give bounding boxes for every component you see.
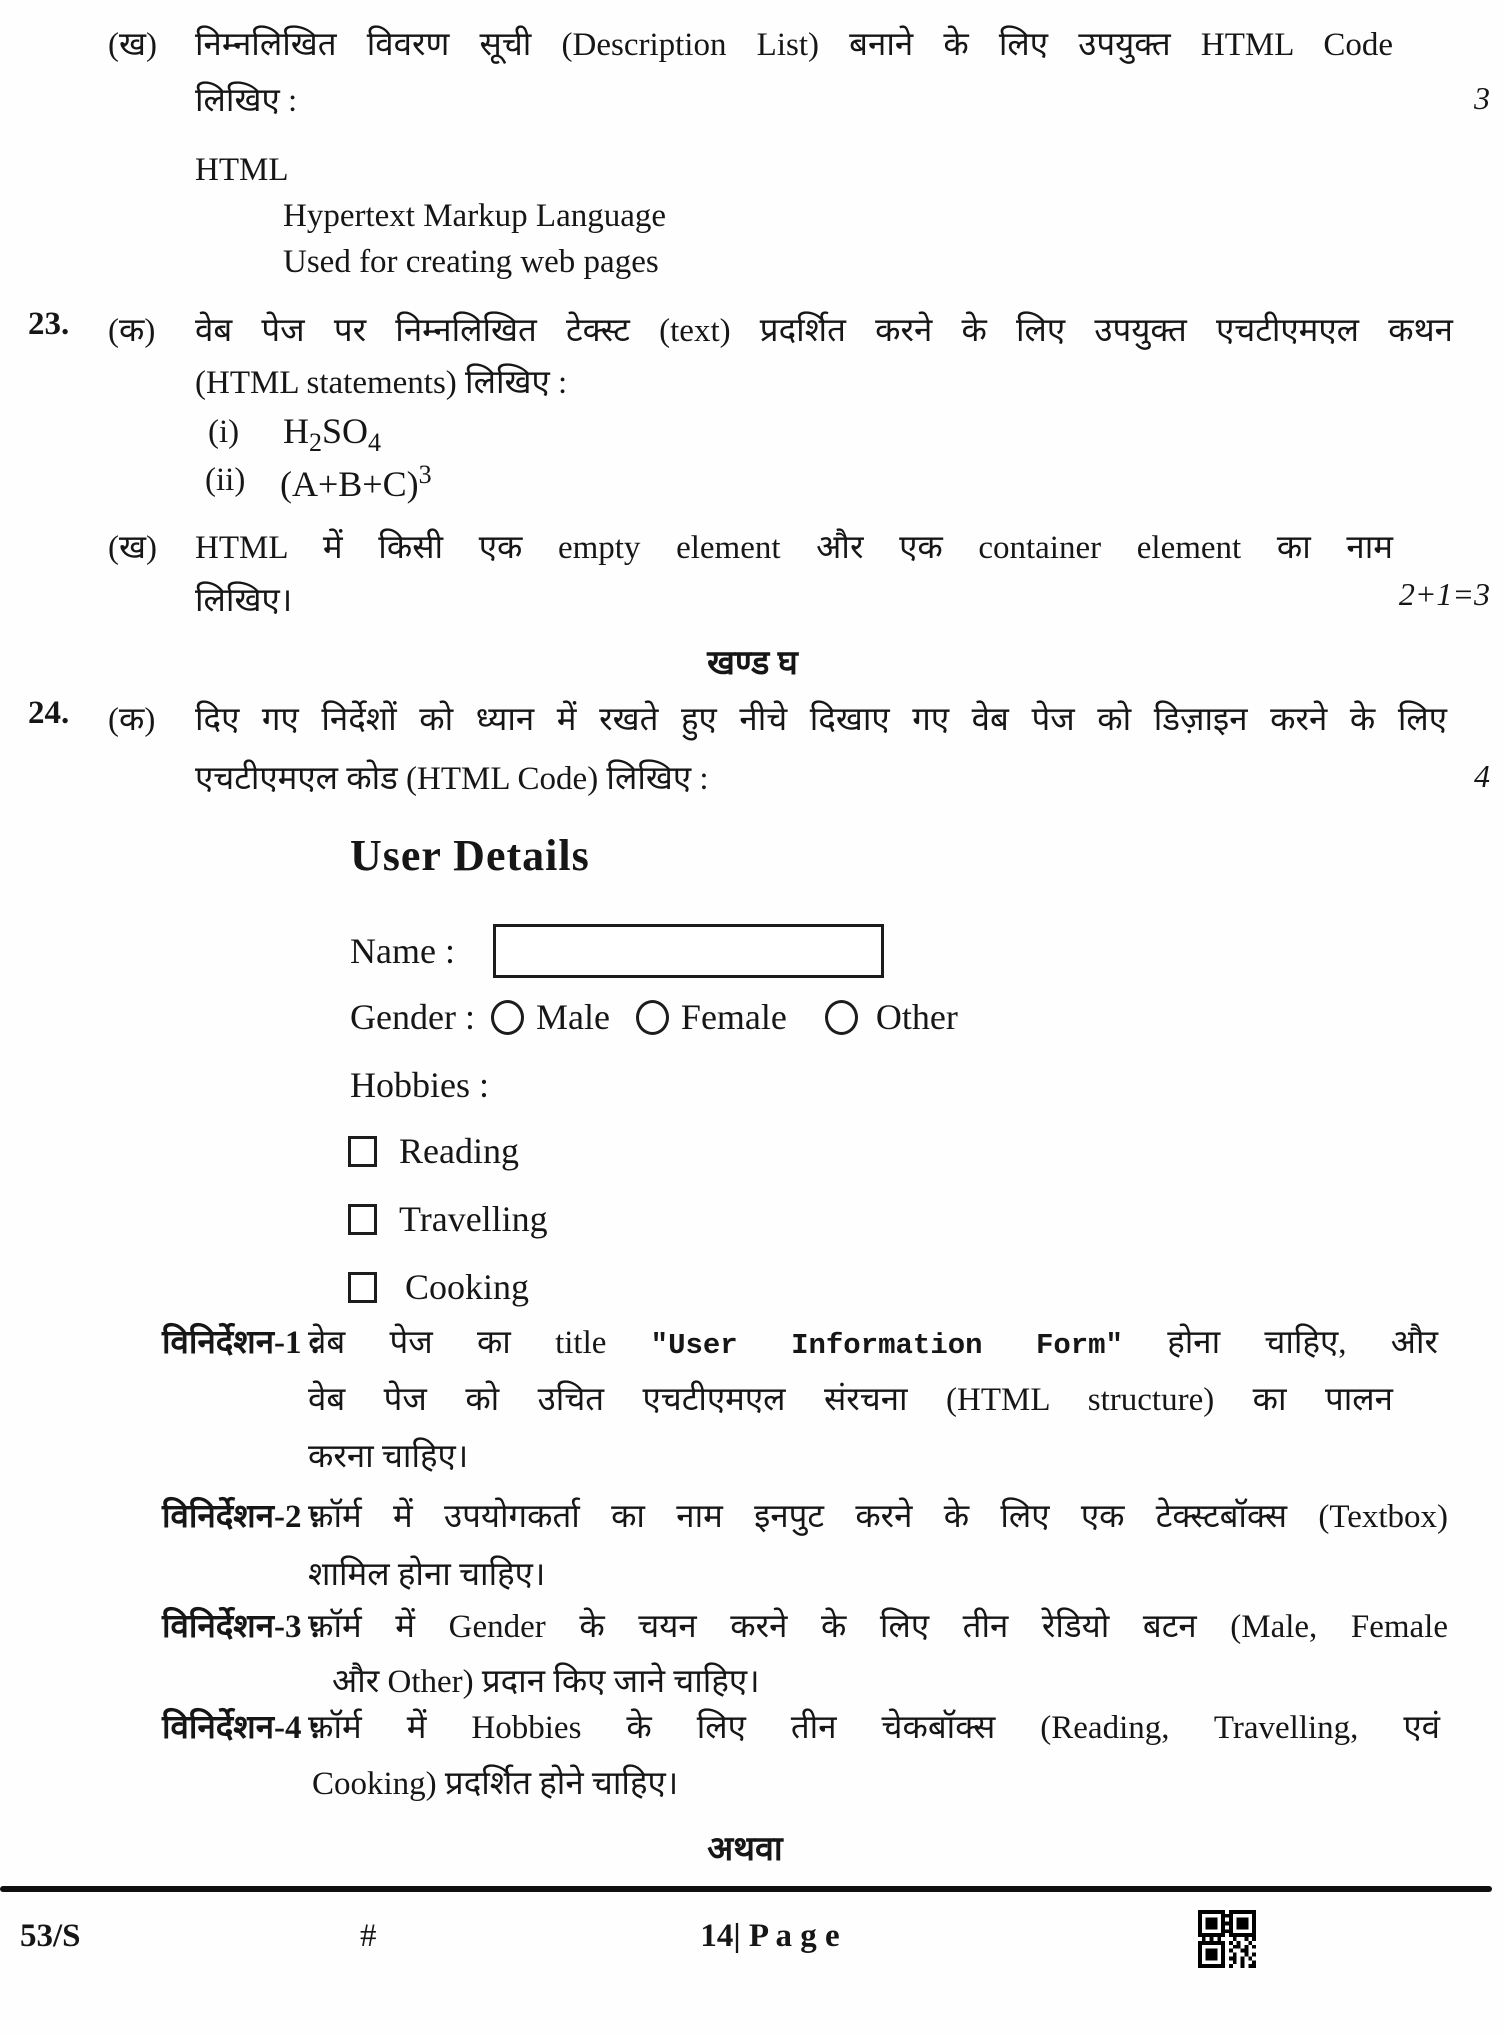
q22b-text-line1: निम्नलिखित विवरण सूची (Description List) बनाने के लिए उपयुक्त HTML Code (195, 27, 1393, 63)
q23a-item2-label: (ii) (205, 462, 246, 498)
spec2-line1: फॉर्म में उपयोगकर्ता का नाम इनपुट करने के लिए एक टेक्स्टबॉक्स (Textbox) (308, 1499, 1448, 1535)
radio-other-icon (825, 1000, 858, 1035)
section-heading: खण्ड घ (707, 645, 798, 682)
q23b-text-line2: लिखिए। (195, 583, 293, 619)
hash-mark: # (360, 1918, 377, 1954)
q24a-marks: 4 (1474, 758, 1490, 794)
paper-code: 53/S (20, 1918, 81, 1954)
q23a-text-line1: वेब पेज पर निम्नलिखित टेक्स्ट (text) प्रदर्शित करने के लिए उपयुक्त एचटीएमएल कथन (195, 313, 1453, 349)
formula-h2so4 (283, 410, 381, 458)
q24-number: 24. (28, 695, 70, 731)
gender-row (350, 996, 958, 1038)
hobby-row-cooking (348, 1266, 529, 1308)
radio-male-icon (491, 1000, 524, 1035)
q23a-part-label: (क) (108, 313, 156, 349)
name-textbox (493, 924, 884, 978)
formula-superscript: 3 (418, 460, 432, 489)
spec2-label: विनिर्देशन-2 : (162, 1499, 321, 1535)
q23a-item1-label: (i) (208, 414, 240, 450)
or-divider: अथवा (707, 1831, 783, 1868)
spec3-line2: और Other) प्रदान किए जाने चाहिए। (332, 1664, 760, 1700)
q22b-marks: 3 (1474, 80, 1490, 116)
hobby-reading-label: Reading (399, 1131, 519, 1171)
spec1-line2: वेब पेज को उचित एचटीएमएल संरचना (HTML structure) का पालन (308, 1382, 1393, 1418)
hobby-row-reading (348, 1130, 519, 1172)
formula-part: H (283, 411, 309, 451)
q23b-marks: 2+1=3 (1398, 576, 1490, 612)
q22b-text-line2: लिखिए : (195, 83, 298, 119)
name-label: Name : (350, 931, 455, 971)
q22b-part-label: (ख) (108, 27, 157, 63)
spec3-line1: फॉर्म में Gender के चयन करने के लिए तीन रेडियो बटन (Male, Female (308, 1609, 1448, 1645)
spec3-label: विनिर्देशन-3 : (162, 1609, 321, 1645)
spec1-line1-post: होना चाहिए, और (1122, 1325, 1439, 1361)
formula-part: SO (322, 411, 369, 451)
gender-label: Gender : (350, 997, 475, 1037)
qr-code-icon (1198, 1908, 1256, 1970)
spec4-line2: Cooking) प्रदर्शित होने चाहिए। (312, 1766, 679, 1802)
gender-option-other: Other (875, 997, 958, 1037)
spec1-line1-pre: वेब पेज का title (308, 1325, 651, 1361)
dlist-definition-2: Used for creating web pages (283, 244, 659, 280)
q24a-text-line2: एचटीएमएल कोड (HTML Code) लिखिए : (195, 761, 709, 797)
dlist-term: HTML (195, 152, 289, 188)
hobby-row-travelling (348, 1198, 548, 1240)
formula-power (280, 460, 432, 505)
radio-female-icon (636, 1000, 669, 1035)
dlist-definition-1: Hypertext Markup Language (283, 198, 667, 234)
formula-subscript: 2 (309, 428, 322, 458)
spec4-label: विनिर्देशन-4 : (162, 1710, 321, 1746)
formula-subscript: 4 (368, 428, 382, 458)
footer-rule (0, 1886, 1492, 1892)
q23b-part-label: (ख) (108, 530, 157, 566)
gender-option-female: Female (680, 997, 787, 1037)
spec1-title-string: "User Information Form" (650, 1329, 1123, 1362)
formula-base: (A+B+C) (280, 464, 419, 504)
name-row (350, 924, 884, 978)
spec2-line2: शामिल होना चाहिए। (308, 1557, 546, 1593)
spec1-line3: करना चाहिए। (308, 1439, 469, 1475)
q24a-text-line1: दिए गए निर्देशों को ध्यान में रखते हुए नीचे दिखाए गए वेब पेज को डिज़ाइन करने के लिए (195, 702, 1447, 738)
checkbox-travelling-icon (348, 1204, 377, 1235)
q23b-text-line1: HTML में किसी एक empty element और एक container element का नाम (195, 530, 1393, 566)
q23-number: 23. (28, 306, 70, 342)
spec4-line1: फॉर्म में Hobbies के लिए तीन चेकबॉक्स (Reading, Travelling, एवं (308, 1710, 1440, 1746)
hobby-cooking-label: Cooking (405, 1267, 530, 1307)
spec1-line1 (308, 1318, 1438, 1363)
checkbox-cooking-icon (348, 1272, 377, 1303)
q24a-part-label: (क) (108, 702, 156, 738)
hobbies-label: Hobbies : (350, 1065, 489, 1105)
gender-option-male: Male (535, 997, 610, 1037)
hobby-travelling-label: Travelling (399, 1199, 548, 1239)
spec1-label: विनिर्देशन-1 : (162, 1325, 321, 1361)
page-number: 14| P a g e (700, 1918, 840, 1954)
form-preview-title: User Details (350, 831, 590, 880)
checkbox-reading-icon (348, 1136, 377, 1167)
q23a-text-line2: (HTML statements) लिखिए : (195, 365, 568, 401)
